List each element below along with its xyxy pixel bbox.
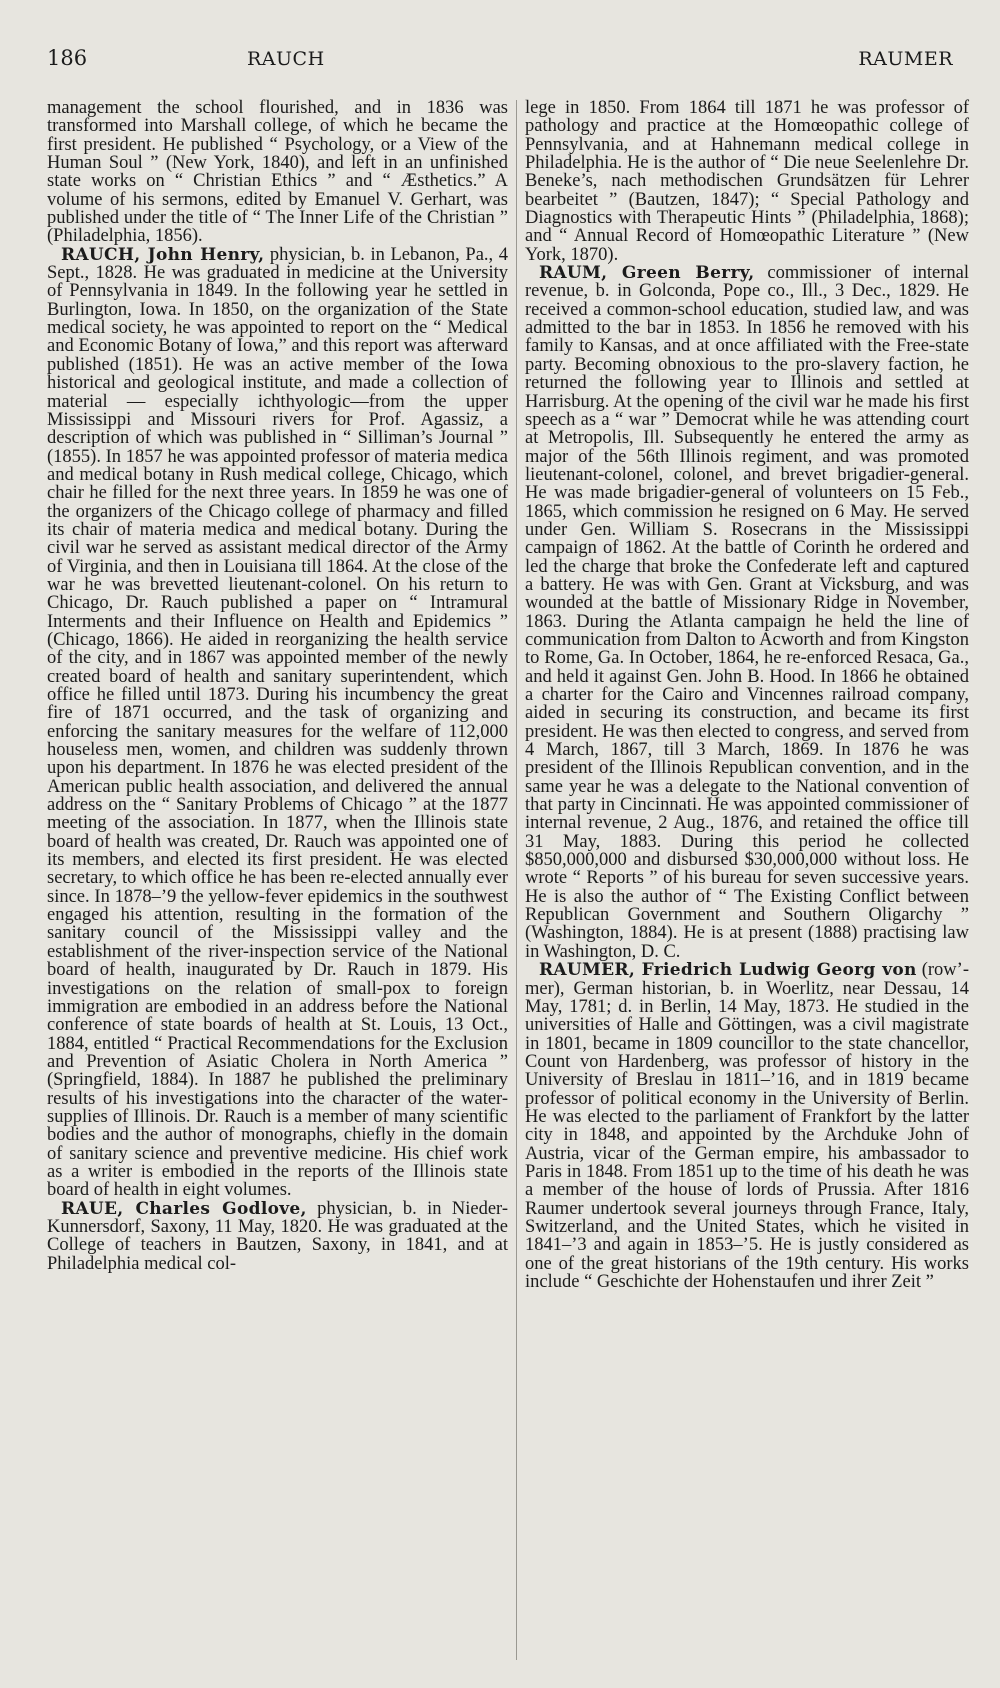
entry-headword: RAUMER, Friedrich Ludwig Georg von <box>539 960 917 981</box>
column-divider <box>516 100 517 1660</box>
entry-headword: RAUE, Charles Godlove, <box>61 1198 307 1219</box>
right-running-head: RAUMER <box>858 48 953 70</box>
entry-text: (row’-mer), German historian, b. in Woerlitz, near Dessau, 14 May, 1781; d. in Berlin, 14 May, 1873. He studied in the universities of Halle and Göttingen, was a civil magistrate in 1801, became in 1809 councillor to the state chancellor, Count von Hardenberg, was professor of history in the University of Breslau in 1811–’16, and in 1819 became professor of political economy in the University of Berlin. He was elected to the parliament of Frankfort by the latter city in 1848, and appointed by the Archduke John of Austria, vicar of the German empire, his ambassador to Paris in 1848. From 1851 up to the time of his death he was a member of the house of lords of Prussia. After 1816 Raumer undertook several journeys through France, Italy, Switzerland, and the United States, which he visited in 1841–’3 and again in 1853–’5. He is justly considered as one of the great historians of the 19th century. His works include “ Geschichte der Hohenstaufen und ihrer Zeit ” <box>525 960 969 1292</box>
entry-rauch <box>47 246 508 1200</box>
entry-text: commissioner of internal revenue, b. in Golconda, Pope co., Ill., 3 Dec., 1829. He received a common-school education, studied law, and was admitted to the bar in 1853. In 1856 he removed with his family to Kansas, and at once affiliated with the Free-state party. Becoming obnoxious to the pro-slavery faction, he returned the following year to Illinois and settled at Harrisburg. At the opening of the civil war he made his first speech as a “ war ” Democrat while he was attending court at Metropolis, Ill. Subsequently he entered the army as major of the 56th Illinois regiment, and was promoted lieutenant-colonel, colonel, and brevet brigadier-general. He was made brigadier-general of volunteers on 15 Feb., 1865, which commission he resigned on 6 May. He served under Gen. William S. Rosecrans in the Mississippi campaign of 1862. At the battle of Corinth he ordered and led the charge that broke the Confederate left and captured a battery. He was with Gen. Grant at Vicksburg, and was wounded at the battle of Missionary Ridge in November, 1863. During the Atlanta campaign he held the line of communication from Dalton to Acworth and from Kingston to Rome, Ga. In October, 1864, he re-enforced Resaca, Ga., and held it against Gen. John B. Hood. In 1866 he obtained a charter for the Cairo and Vincennes railroad company, aided in securing its construction, and became its first president. He was then elected to congress, and served from 4 March, 1867, till 3 March, 1869. In 1876 he was president of the Illinois Republican convention, and in the same year he was a delegate to the National convention of that party in Cincinnati. He was appointed commissioner of internal revenue, 2 Aug., 1876, and retained the office till 31 May, 1883. During this period he collected $850,000,000 and disbursed $30,000,000 without loss. He wrote “ Reports ” of his bureau for seven successive years. He is also the author of “ The Existing Conflict between Republican Government and Southern Oligarchy ” (Washington, 1884). He is at present (1888) practising law in Washington, D. C. <box>525 263 969 962</box>
entry-raum <box>525 264 969 961</box>
entry-raumer <box>525 961 969 1291</box>
entry-headword: RAUCH, John Henry, <box>61 244 265 265</box>
left-column <box>47 99 508 1273</box>
left-running-head: RAUCH <box>247 48 325 70</box>
entry-raue <box>47 1200 508 1273</box>
paragraph-continuation: lege in 1850. From 1864 till 1871 he was professor of pathology and practice at the Homœopathic college of Pennsylvania, and at Hahnemann medical college in Philadelphia. He is the author of “ Die neue Seelenlehre Dr. Beneke’s, nach methodischen Grundsätzen für Lehrer bearbeitet ” (Bautzen, 1847); “ Special Pathology and Diagnostics with Therapeutic Hints ” (Philadelphia, 1868); and “ Annual Record of Homœopathic Literature ” (New York, 1870). <box>525 98 969 265</box>
entry-headword: RAUM, Green Berry, <box>539 263 755 284</box>
paragraph-continuation: management the school flourished, and in 1836 was transformed into Marshall college, of which he became the first president. He published “ Psychology, or a View of the Human Soul ” (New York, 1840), and left in an unfinished state works on “ Christian Ethics ” and “ Æsthetics.” A volume of his sermons, edited by Emanuel V. Gerhart, was published under the title of “ The Inner Life of the Christian ” (Philadelphia, 1856). <box>47 98 508 247</box>
entry-text: physician, b. in Nieder-Kunnersdorf, Saxony, 11 May, 1820. He was graduated at the College of teachers in Bautzen, Saxony, in 1841, and at Philadelphia medical col- <box>47 1198 508 1274</box>
entry-text: physician, b. in Lebanon, Pa., 4 Sept., 1828. He was graduated in medicine at the University of Pennsylvania in 1849. In the following year he settled in Burlington, Iowa. In 1850, on the organization of the State medical society, he was appointed to report on the “ Medical and Economic Botany of Iowa,” and this report was afterward published (1851). He was an active member of the Iowa historical and geological institute, and made a collection of material — especially ichthyologic—from the upper Mississippi and Missouri rivers for Prof. Agassiz, a description of which was published in “ Silliman’s Journal ” (1855). In 1857 he was appointed professor of materia medica and medical botany in Rush medical college, Chicago, which chair he filled for the next three years. In 1859 he was one of the organizers of the Chicago college of pharmacy and filled its chair of materia medica and medical botany. During the civil war he served as assistant medical director of the Army of Virginia, and then in Louisiana till 1864. At the close of the war he was brevetted lieutenant-colonel. On his return to Chicago, Dr. Rauch published a paper on “ Intramural Interments and their Influence on Health and Epidemics ” (Chicago, 1866). He aided in reorganizing the health service of the city, and in 1867 was appointed member of the newly created board of health and sanitary superintendent, which office he filled until 1873. During his incumbency the great fire of 1871 occurred, and the task of organizing and enforcing the sanitary measures for the welfare of 112,000 houseless men, women, and children was suddenly thrown upon his department. In 1876 he was elected president of the American public health association, and delivered the annual address on the “ Sanitary Problems of Chicago ” at the 1877 meeting of the association. In 1877, when the Illinois state board of health was created, Dr. Rauch was appointed one of its members, and elected its first president. He was elected secretary, to which office he has been re-elected annually ever since. In 1878–’9 the yellow-fever epidemics in the southwest engaged his attention, resulting in the formation of the sanitary council of the Mississippi valley and the establishment of the river-inspection service of the National board of health, inaugurated by Dr. Rauch in 1879. His investigations on the relation of small-pox to foreign immigration are embodied in an address before the National conference of state boards of health at St. Louis, 13 Oct., 1884, entitled “ Practical Recommendations for the Exclusion and Prevention of Asiatic Cholera in North America ” (Springfield, 1884). In 1887 he published the preliminary results of his investigations into the character of the water-supplies of Illinois. Dr. Rauch is a member of many scientific bodies and the author of monographs, chiefly in the domain of sanitary science and preventive medicine. His chief work as a writer is embodied in the reports of the Illinois state board of health in eight volumes. <box>47 244 508 1201</box>
page-header <box>47 46 953 76</box>
right-column <box>525 99 969 1291</box>
page-number: 186 <box>47 46 88 70</box>
